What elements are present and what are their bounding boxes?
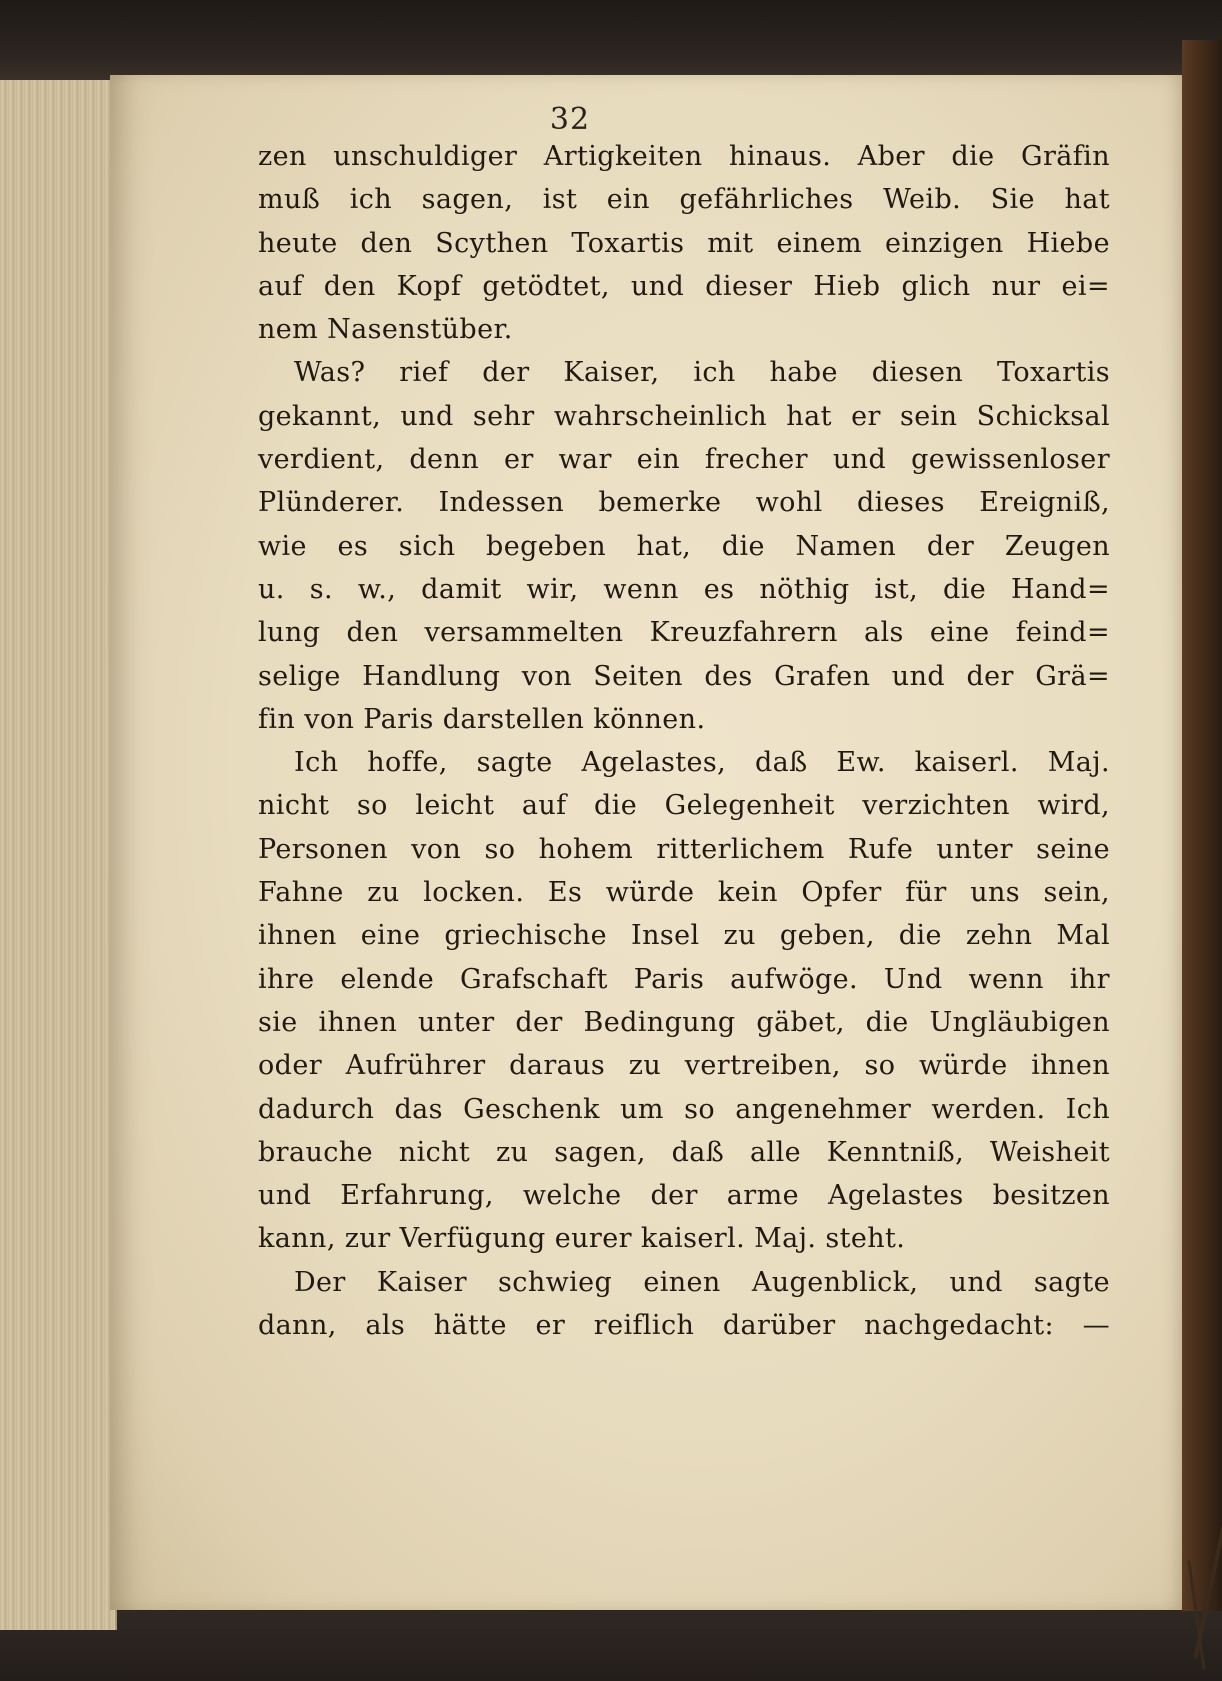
- text-line: oder Aufrührer daraus zu vertreiben, so würde ihnen: [258, 1050, 1110, 1082]
- text-line: nicht so leicht auf die Gelegenheit verzichten wird,: [258, 790, 1110, 822]
- book-cover-bottom: [0, 1611, 1222, 1681]
- text-line: muß ich sagen, ist ein gefährliches Weib. Sie hat: [258, 184, 1110, 216]
- text-line: fin von Paris darstellen können.: [258, 703, 706, 735]
- text-line: und Erfahrung, welche der arme Agelastes besitzen: [258, 1180, 1110, 1212]
- page-number: 32: [549, 102, 591, 137]
- page-edges: [0, 80, 117, 1630]
- text-line: zen unschuldiger Artigkeiten hinaus. Aber die Gräfin: [258, 141, 1110, 172]
- text-line: auf den Kopf getödtet, und dieser Hieb glich nur ei=: [258, 270, 1110, 302]
- text-line: dadurch das Geschenk um so angenehmer werden. Ich: [258, 1093, 1110, 1125]
- text-line: sie ihnen unter der Bedingung gäbet, die Ungläubigen: [258, 1006, 1110, 1038]
- text-line: u. s. w., damit wir, wenn es nöthig ist, die Hand=: [258, 573, 1110, 605]
- book-cover-right: [1182, 40, 1222, 1640]
- text-line: verdient, denn er war ein frecher und gewissenloser: [258, 444, 1110, 476]
- text-line: Was? rief der Kaiser, ich habe diesen Toxartis: [294, 357, 1110, 389]
- book-cover-top: [0, 0, 1222, 80]
- text-line: heute den Scythen Toxartis mit einem einzigen Hiebe: [258, 227, 1110, 259]
- text-line: wie es sich begeben hat, die Namen der Zeugen: [258, 530, 1110, 562]
- text-line: lung den versammelten Kreuzfahrern als eine feind=: [258, 617, 1110, 649]
- text-line: Ich hoffe, sagte Agelastes, daß Ew. kaiserl. Maj.: [294, 747, 1110, 779]
- text-line: ihre elende Grafschaft Paris aufwöge. Und wenn ihr: [258, 963, 1110, 995]
- text-line: kann, zur Verfügung eurer kaiserl. Maj. steht.: [258, 1223, 906, 1255]
- text-line: Personen von so hohem ritterlichem Rufe unter seine: [258, 833, 1110, 865]
- page-text: [258, 135, 1110, 1347]
- text-line: nem Nasenstüber.: [258, 314, 513, 346]
- text-line: dann, als hätte er reiflich darüber nachgedacht: —: [258, 1310, 1110, 1342]
- text-line: Der Kaiser schwieg einen Augenblick, und sagte: [294, 1266, 1110, 1298]
- text-line: selige Handlung von Seiten des Grafen und der Grä=: [258, 660, 1110, 692]
- text-line: ihnen eine griechische Insel zu geben, die zehn Mal: [258, 920, 1110, 952]
- text-line: Fahne zu locken. Es würde kein Opfer für uns sein,: [258, 877, 1110, 909]
- text-line: gekannt, und sehr wahrscheinlich hat er sein Schicksal: [258, 400, 1110, 432]
- text-line: brauche nicht zu sagen, daß alle Kenntniß, Weisheit: [258, 1136, 1110, 1168]
- text-line: Plünderer. Indessen bemerke wohl dieses Ereigniß,: [258, 487, 1110, 519]
